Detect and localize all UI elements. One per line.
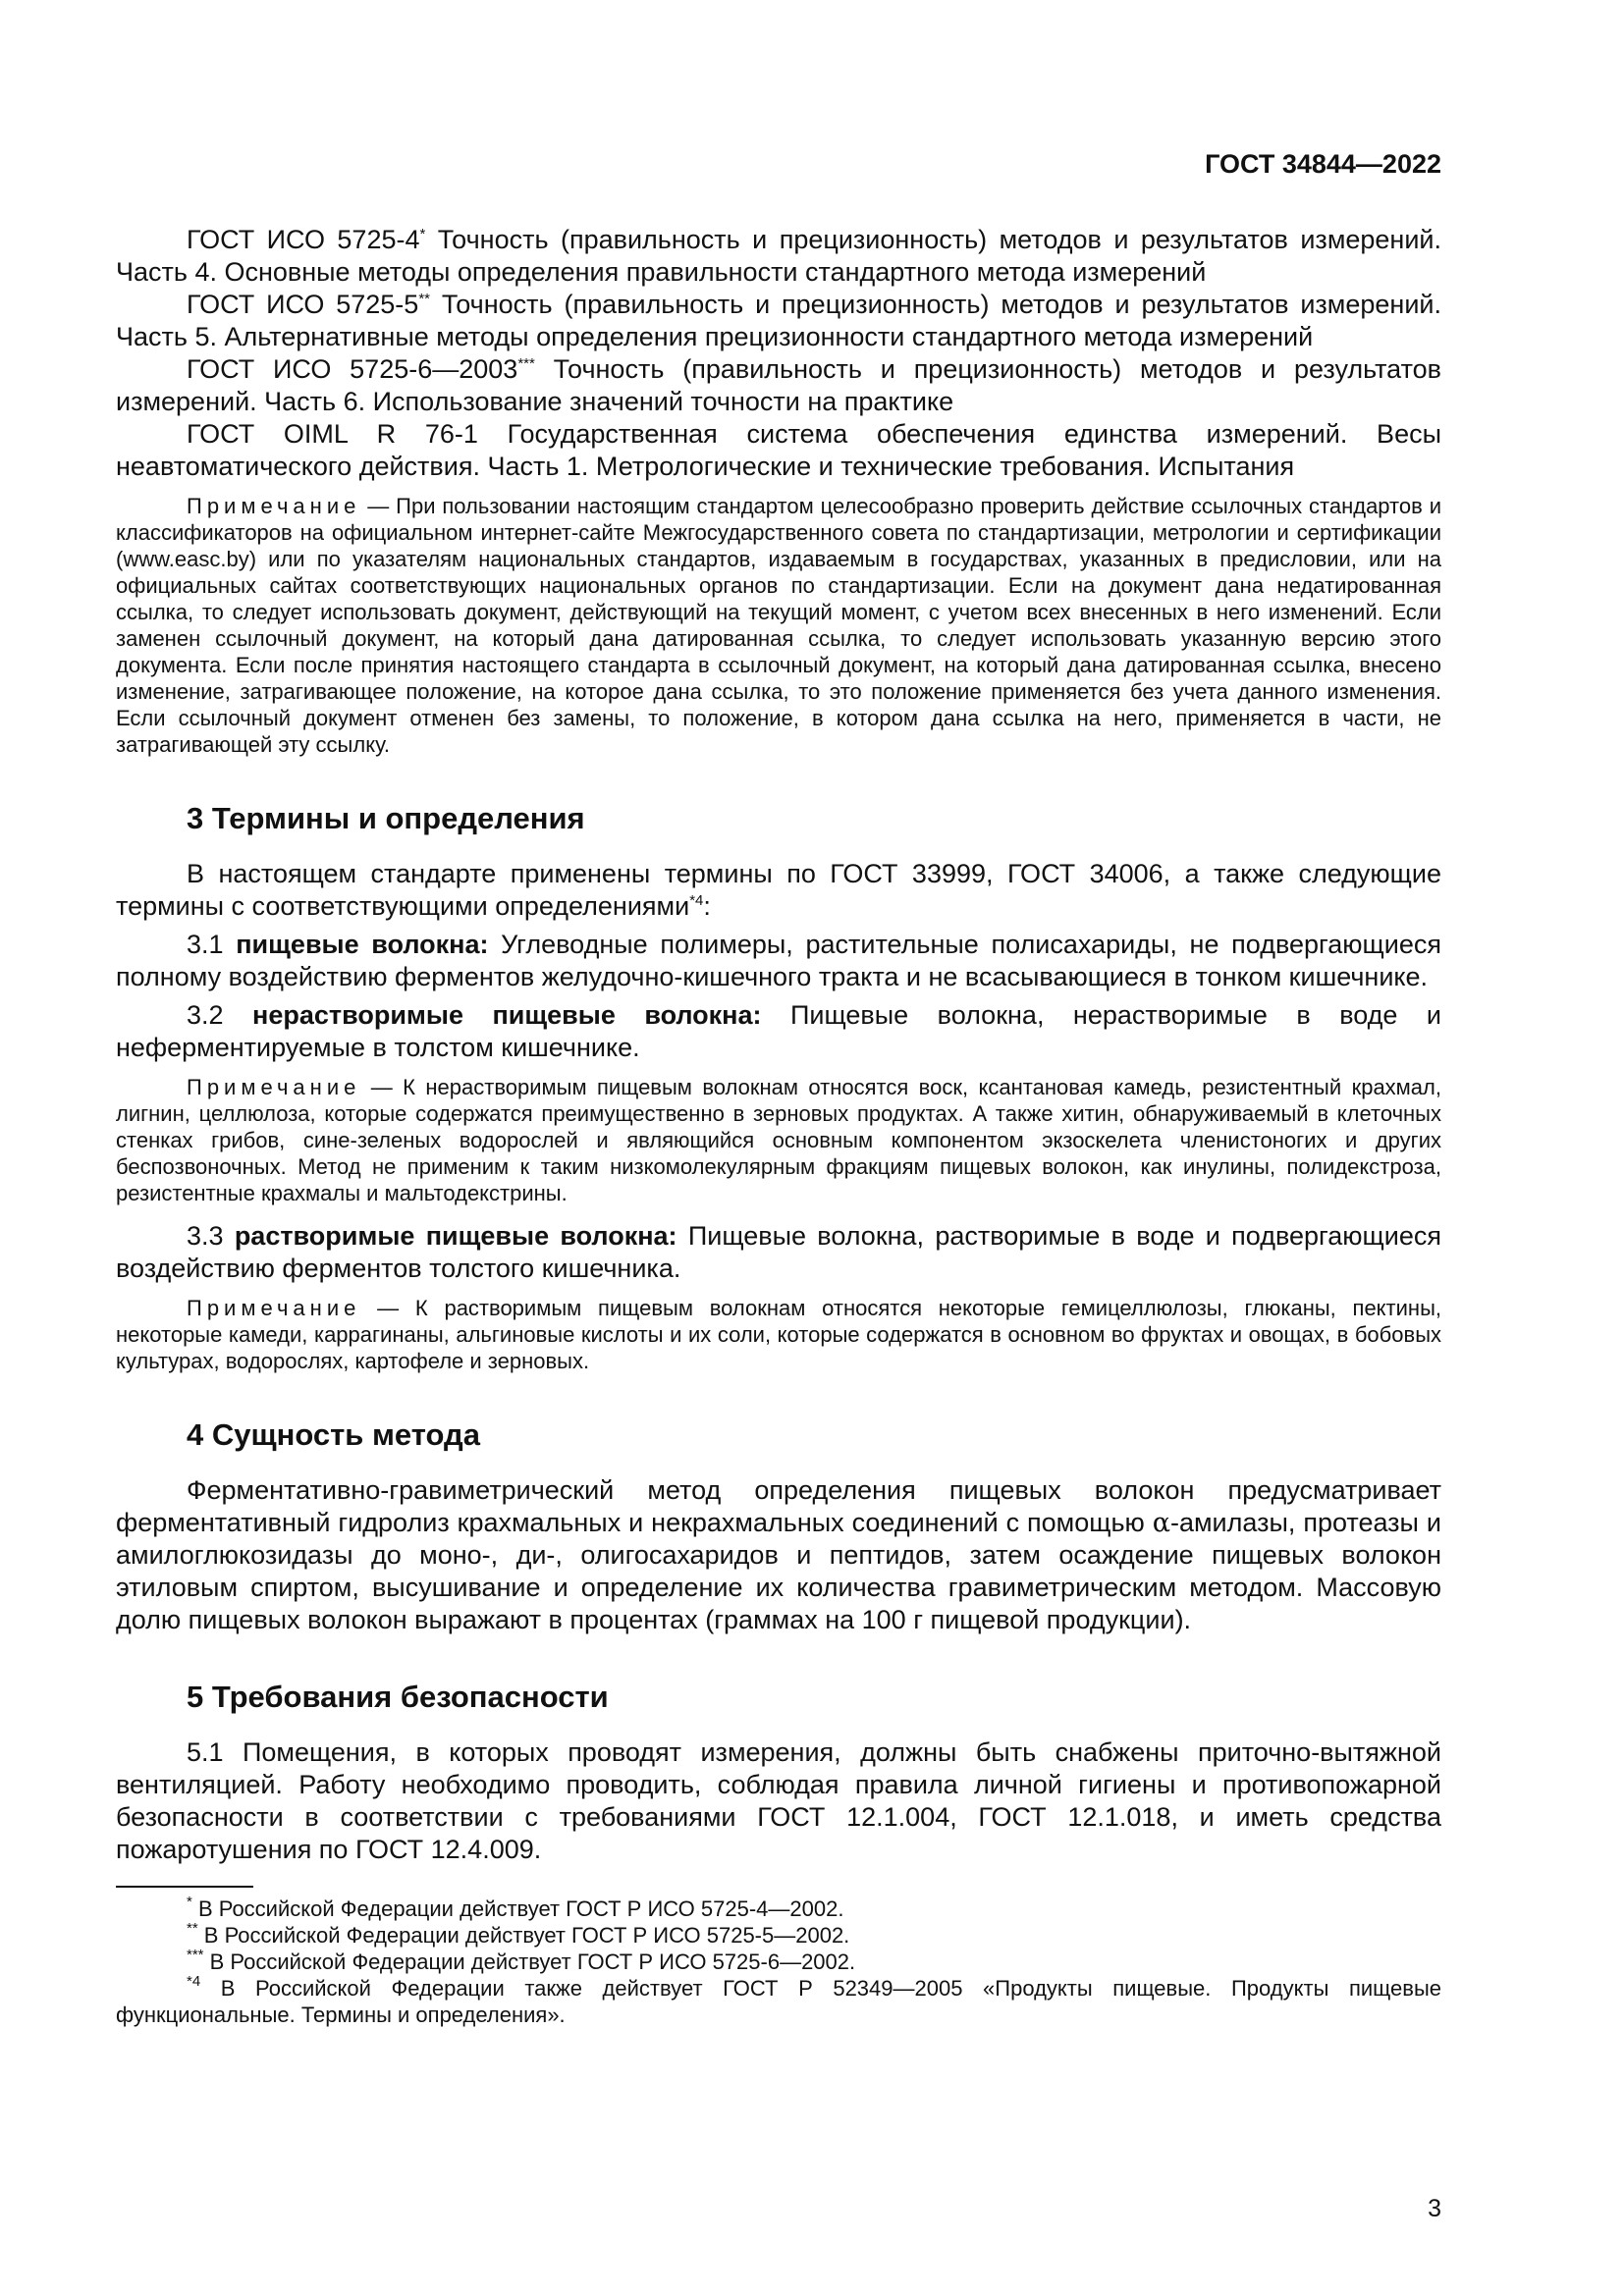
- ref-number: ГОСТ ИСО 5725-4: [187, 225, 420, 254]
- footnote-divider: [116, 1886, 253, 1888]
- ref-number: ГОСТ ИСО 5725-6—2003: [187, 354, 518, 384]
- note-references: Примечание — При пользовании настоящим стандартом целесообразно проверить действие ссылочных стандартов и классификаторов на официальном интернет-сайте Межгосударственного совета по стандартизации, метрологии и сертификации (www.easc.by) или по указателям национальных стандартов, издаваемым в государствах, указанных в предисловии, или на официальных сайтах соответствующих национальных органов по стандартизации. Если на документ дана недатированная ссылка, то следует использовать документ, действующий на текущий момент, с учетом всех внесенных в него изменений. Если заменен ссылочный документ, на который дана датированная ссылка, то следует использовать указанную версию этого документа. Если после принятия настоящего стандарта в ссылочный документ, на который дана датированная ссылка, внесено изменение, затрагивающее положение, на которое дана ссылка, то это положение применяется без учета данного изменения. Если ссылочный документ отменен без замены, то положение, в котором дана ссылка на него, применяется в части, не затрагивающей эту ссылку.: [116, 494, 1442, 757]
- section-3-intro: В настоящем стандарте применены термины по ГОСТ 33999, ГОСТ 34006, а также следующие термины с соответствующими определениями$^{*4}$:: [116, 859, 1441, 921]
- footnote-mark[interactable]: *: [419, 226, 426, 242]
- page-body: [116, 224, 1441, 2028]
- footnote-item: ** В Российской Федерации действует ГОСТ Р ИСО 5725-5—2002.: [187, 1920, 850, 1948]
- note-soluble: Примечание — К растворимым пищевым волокнам относятся некоторые гемицеллюлозы, глюканы, пектины, некоторые камеди, каррагинаны, альгиновые кислоты и их соли, которые содержатся в основном во фруктах и овощах, в бобовых культурах, водорослях, картофеле и зерновых.: [116, 1296, 1441, 1373]
- term-name: пищевые волокна:: [236, 930, 489, 959]
- ref-item: [116, 224, 1441, 289]
- note-text: К нерастворимым пищевым волокнам относятся воск, ксантановая камедь, резистентный крахмал, лигнин, целлюлоза, которые содержатся преимущественно в зерновых продуктах. А также хитин, обнаруживаемый в клеточных стенках грибов, сине-зеленых водорослей и являющийся основным компонентом экзоскелета членистоногих и других беспозвоночных. Метод не применим к таким низкомолекулярным фракциям пищевых волокон, как инулины, полидекстроза, резистентные крахмалы и мальтодекстрины.: [116, 1075, 1441, 1205]
- footnote-item: $^{*4}$ В Российской Федерации также действует ГОСТ Р 52349—2005 «Продукты пищевые. Продукты пищевые функциональные. Термины и определения».: [116, 1973, 1441, 2027]
- footnote-mark[interactable]: ***: [517, 355, 535, 372]
- note-insoluble: Примечание — К нерастворимым пищевым волокнам относятся воск, ксантановая камедь, резистентный крахмал, лигнин, целлюлоза, которые содержатся преимущественно в зерновых продуктах. А также хитин, обнаруживаемый в клеточных стенках грибов, сине-зеленых водорослей и являющийся основным компонентом экзоскелета членистоногих и других беспозвоночных. Метод не применим к таким низкомолекулярным фракциям пищевых волокон, как инулины, полидекстроза, резистентные крахмалы и мальтодекстрины.: [116, 1075, 1441, 1205]
- ref-title: Точность (правильность и прецизионность) методов и результатов измерений. Часть 6. Использование значений точности на практике: [116, 354, 1442, 416]
- footnote-mark: *4: [187, 1973, 201, 1990]
- note-label: Примечание: [187, 1296, 361, 1320]
- term-name: растворимые пищевые волокна:: [234, 1221, 677, 1251]
- term-name: нерастворимые пищевые волокна:: [252, 1000, 762, 1030]
- footnote-mark: ***: [187, 1947, 204, 1963]
- note-label: Примечание: [187, 494, 361, 518]
- note-label: Примечание: [187, 1075, 361, 1099]
- ref-title: Точность (правильность и прецизионность) методов и результатов измерений. Часть 4. Основные методы определения правильности стандартного метода измерений: [116, 225, 1442, 287]
- term-3-2: 3.2 нерастворимые пищевые волокна: Пищевые волокна, нерастворимые в воде и неферментируемые в толстом кишечнике.: [116, 1000, 1442, 1062]
- ref-item: [116, 289, 1441, 353]
- footnote-mark: *: [187, 1894, 192, 1910]
- term-definition: Пищевые волокна, нерастворимые в воде и неферментируемые в толстом кишечнике.: [116, 1000, 1442, 1062]
- section-5-title: 5 Требования безопасности: [187, 1680, 609, 1714]
- note-text: При пользовании настоящим стандартом целесообразно проверить действие ссылочных стандартов и классификаторов на официальном интернет-сайте Межгосударственного совета по стандартизации, метрологии и сертификации (www.easc.by) или по указателям национальных стандартов, издаваемым в государствах, указанных в предисловии, или на официальных сайтах соответствующих национальных органов по стандартизации. Если на документ дана недатированная ссылка, то следует использовать документ, действующий на текущий момент, с учетом всех внесенных в него изменений. Если заменен ссылочный документ, на который дана датированная ссылка, то следует использовать указанную версию этого документа. Если после принятия настоящего стандарта в ссылочный документ, на который дана датированная ссылка, внесено изменение, затрагивающее положение, на которое дана ссылка, то это положение применяется без учета данного изменения. Если ссылочный документ отменен без замены, то положение, в котором дана ссылка на него, применяется в части, не затрагивающей эту ссылку.: [116, 494, 1442, 757]
- section-4-text: Ферментативно-гравиметрический метод определения пищевых волокон предусматривает ферментативный гидролиз крахмальных и некрахмальных соединений с помощью α-амилазы, протеазы и амилоглюкозидазы до моно-, ди-, олигосахаридов и пептидов, затем осаждение пищевых волокон этиловым спиртом, высушивание и определение их количества гравиметрическим методом. Массовую долю пищевых волокон выражают в процентах (граммах на 100 г пищевой продукции).: [116, 1475, 1441, 1634]
- term-3-3: 3.3 растворимые пищевые волокна: Пищевые волокна, растворимые в воде и подвергающиеся воздействию ферментов толстого кишечника.: [116, 1221, 1441, 1283]
- term-definition: Пищевые волокна, растворимые в воде и подвергающиеся воздействию ферментов толстого кишечника.: [116, 1221, 1441, 1283]
- alpha-symbol: α: [1152, 1508, 1170, 1538]
- section-5-1-text: 5.1 Помещения, в которых проводят измерения, должны быть снабжены приточно-вытяжной вентиляцией. Работу необходимо проводить, соблюдая правила личной гигиены и противопожарной безопасности в соответствии с требованиями ГОСТ 12.1.004, ГОСТ 12.1.018, и иметь средства пожаротушения по ГОСТ 12.4.009.: [116, 1737, 1441, 1864]
- footnote-mark[interactable]: *4: [689, 892, 704, 909]
- term-3-1: 3.1 пищевые волокна: Углеводные полимеры, растительные полисахариды, не подвергающиеся полному воздействию ферментов желудочно-кишечного тракта и не всасывающиеся в тонком кишечнике.: [116, 930, 1441, 991]
- section-3-title: 3 Термины и определения: [187, 801, 585, 835]
- section-4-title: 4 Сущность метода: [187, 1417, 480, 1452]
- footnote-item: *** В Российской Федерации действует ГОСТ Р ИСО 5725-6—2002.: [187, 1947, 856, 1974]
- note-text: К растворимым пищевым волокнам относятся некоторые гемицеллюлозы, глюканы, пектины, некоторые камеди, каррагинаны, альгиновые кислоты и их соли, которые содержатся в основном во фруктах и овощах, в бобовых культурах, водорослях, картофеле и зерновых.: [116, 1296, 1441, 1373]
- ref-number: ГОСТ ИСО 5725-5: [187, 290, 419, 319]
- ref-number: ГОСТ OIML R 76-1: [187, 419, 478, 449]
- ref-item: [116, 418, 1441, 483]
- ref-title: Точность (правильность и прецизионность) методов и результатов измерений. Часть 5. Альтернативные методы определения прецизионности стандартного метода измерений: [116, 290, 1441, 351]
- ref-item: [116, 353, 1441, 418]
- term-definition: Углеводные полимеры, растительные полисахариды, не подвергающиеся полному воздействию ферментов желудочно-кишечного тракта и не всасывающиеся в тонком кишечнике.: [116, 930, 1441, 991]
- footnote-mark[interactable]: **: [418, 291, 431, 307]
- page-number: 3: [1428, 2195, 1441, 2222]
- footnote-item: * В Российской Федерации действует ГОСТ Р ИСО 5725-4—2002.: [187, 1894, 844, 1921]
- ref-title: Государственная система обеспечения единства измерений. Весы неавтоматического действия. Часть 1. Метрологические и технические требования. Испытания: [116, 419, 1441, 481]
- footnote-mark: **: [187, 1920, 198, 1937]
- document-header-id: ГОСТ 34844—2022: [1205, 149, 1441, 179]
